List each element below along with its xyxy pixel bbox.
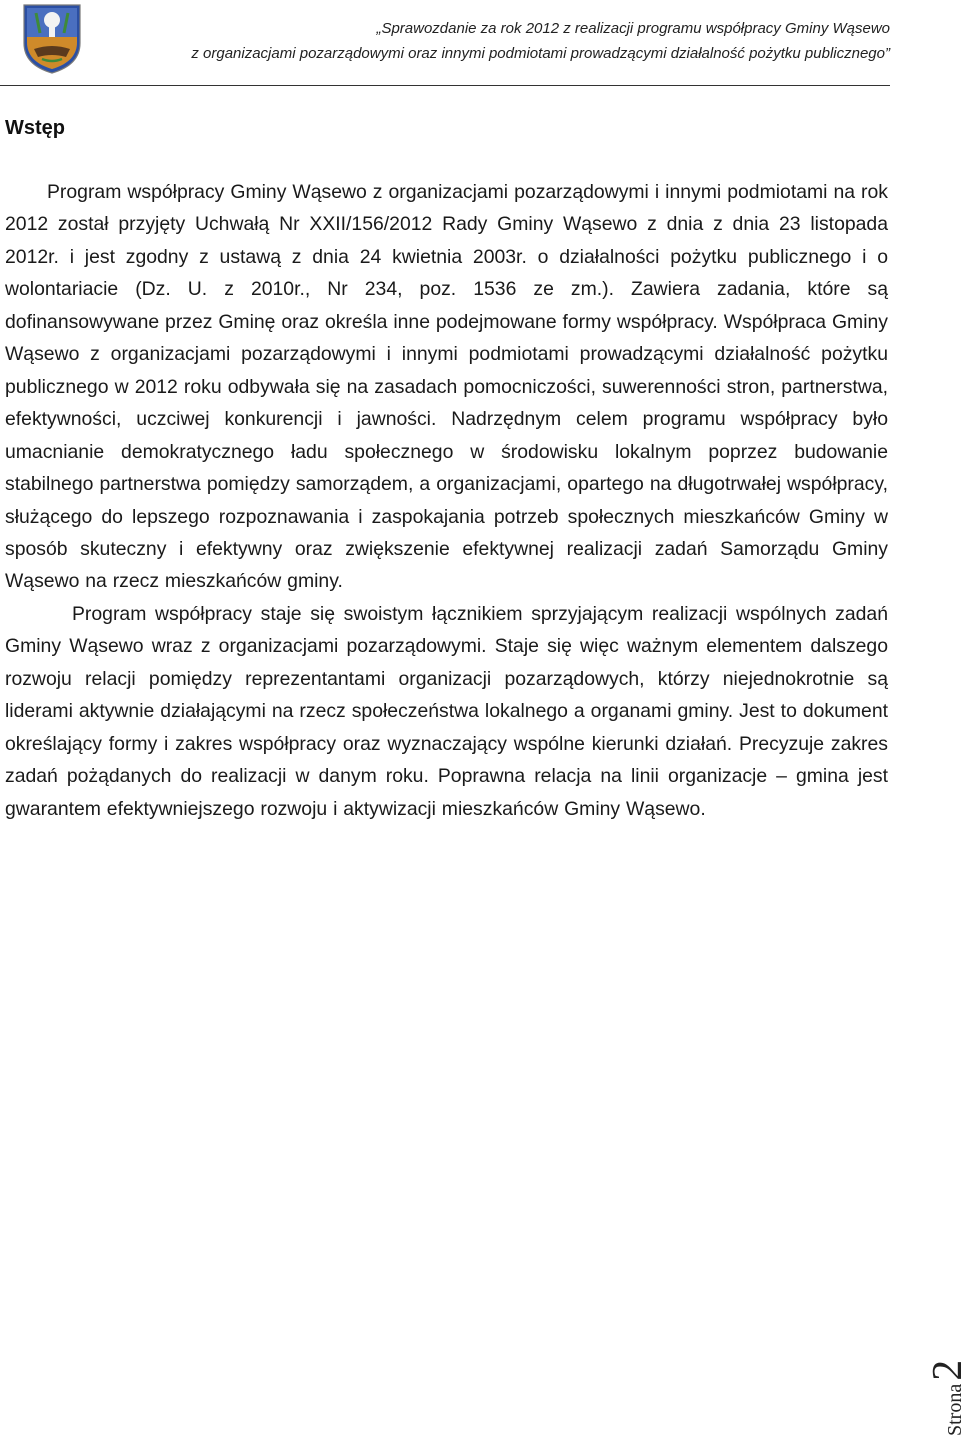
page-label: Strona (944, 1383, 966, 1436)
paragraph: Program współpracy staje się swoistym łącznikiem sprzyjającym realizacji wspólnych zadań Gminy Wąsewo wraz z organizacjami pozarządowymi. Staje się więc ważnym elementem dalszego rozwoju relacji pomiędzy reprezentantami organizacji pozarządowych, którzy niejednokrotnie są liderami aktywnie działającymi na rzecz społeczeństwa lokalnego a organami gminy. Jest to dokument określający formy i zakres współpracy oraz wyznaczający wspólne kierunki działań. Precyzuje zakres zadań pożądanych do realizacji w danym roku. Poprawna relacja na linii organizacje – gmina jest gwarantem efektywniejszego rozwoju i aktywizacji mieszkańców Gminy Wąsewo. (5, 602, 888, 820)
header-line-2: z organizacjami pozarządowymi oraz innymi podmiotami prowadzącymi działalność pożytku publicznego” (191, 45, 890, 62)
body-text (5, 176, 888, 825)
section-title: Wstęp (5, 117, 65, 139)
paragraph: Program współpracy Gminy Wąsewo z organizacjami pozarządowymi i innymi podmiotami na rok 2012 został przyjęty Uchwałą Nr XXII/156/2012 Rady Gminy Wąsewo z dnia z dnia 23 listopada 2012r. i jest zgodny z ustawą z dnia 24 kwietnia 2003r. o działalności pożytku publicznego i o wolontariacie (Dz. U. z 2010r., Nr 234, poz. 1536 ze zm.). Zawiera zadania, które są dofinansowywane przez Gminę oraz określa inne podejmowane formy współpracy. Współpraca Gminy Wąsewo z organizacjami pozarządowymi i innymi podmiotami prowadzącymi działalność pożytku publicznego w 2012 roku odbywała się na zasadach pomocniczości, suwerenności stron, partnerstwa, efektywności, uczciwej konkurencji i jawności. Nadrzędnym celem programu współpracy było umacnianie demokratycznego ładu społecznego w środowisku lokalnym poprzez budowanie stabilnego partnerstwa pomiędzy samorządem, a organizacjami, opartego na długotrwałej współpracy, służącego do lepszego rozpoznawania i zaspokajania potrzeb społecznych mieszkańców Gminy w sposób skuteczny i efektywny oraz zwiększenie efektywnej realizacji zadań Samorządu Gminy Wąsewo na rzecz mieszkańców gminy. (5, 181, 888, 593)
header-divider (0, 85, 890, 86)
document-header (70, 16, 890, 66)
header-line-1: „Sprawozdanie za rok 2012 z realizacji programu współpracy Gminy Wąsewo (376, 20, 890, 37)
page-footer (920, 1340, 971, 1440)
page-number: 2 (925, 1359, 971, 1381)
